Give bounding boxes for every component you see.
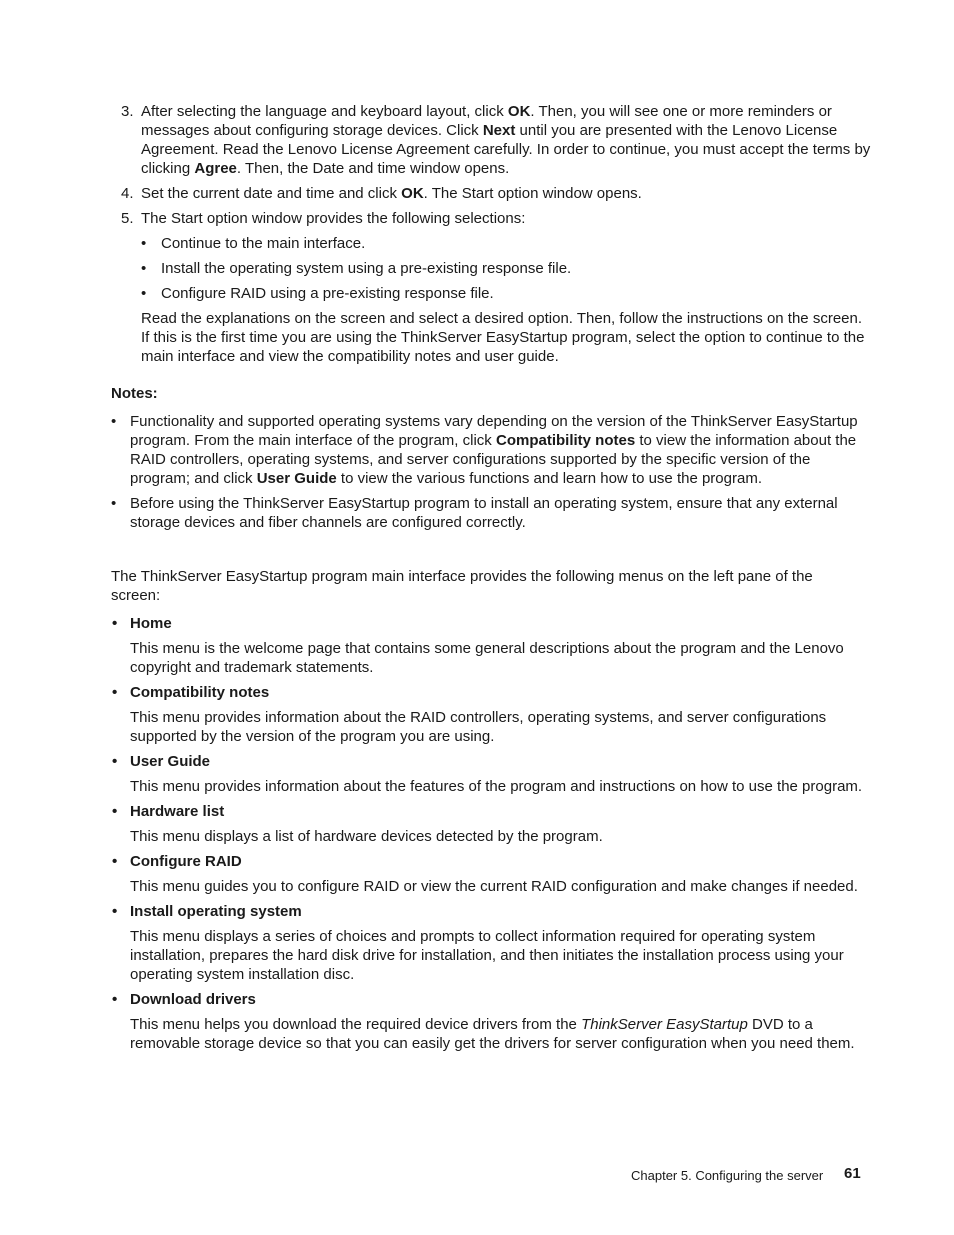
start-option-list [141,234,871,303]
bullet-icon: • [112,615,118,632]
bullet-icon: • [141,235,147,252]
bullet-icon: • [112,853,118,870]
menu-description: This menu displays a list of hardware devices detected by the program. [130,828,603,845]
list-item: • Before using the ThinkServer EasyStartup program to install an operating system, ensure that any external storage devices and fiber channels are configured correctly. [111,495,838,531]
list-item: • Configure RAID using a pre-existing response file. [141,285,494,302]
menu-description: This menu guides you to configure RAID or view the current RAID configuration and make changes if needed. [130,878,858,895]
menu-title: User Guide [130,753,211,770]
notes-list [111,412,871,538]
user-guide-label: User Guide [256,470,337,487]
menu-description: This menu helps you download the required device drivers from the ThinkServer EasyStartup DVD to a removable storage device so that you can easily get the drivers for server configuration when you need them. [130,1016,855,1052]
step-text: Set the current date and time and click OK. The Start option window opens. [141,185,642,202]
menu-title: Configure RAID [130,853,242,870]
menu-description: This menu is the welcome page that contains some general descriptions about the program and the Lenovo copyright and trademark statements. [130,640,844,676]
page-number: 61 [844,1165,861,1182]
step-5 [111,209,871,366]
bullet-icon: • [112,903,118,920]
menu-item-home [111,614,871,677]
list-item: • Functionality and supported operating systems vary depending on the version of the ThinkServer EasyStartup program. From the main interface of the program, click Compatibility notes to view the information about the RAID controllers, operating systems, and server configurations supported by the specific version of the program; and click User Guide to view the various functions and learn how to use the program. [111,413,858,487]
menu-item-install-operating-system [111,902,871,984]
menu-description: This menu displays a series of choices and prompts to collect information required for operating system installation, prepares the hard disk drive for installation, and then initiates the installation process using your operating system installation disc. [130,928,844,983]
agree-label: Agree [194,160,237,177]
menu-title: Install operating system [130,903,302,920]
bullet-icon: • [112,684,118,701]
menu-title: Hardware list [130,803,225,820]
list-item: • Install the operating system using a pre-existing response file. [141,260,572,277]
menu-item-download-drivers [111,990,871,1053]
menu-item-configure-raid [111,852,871,896]
step-3 [111,102,871,178]
menu-list [111,614,871,1059]
bullet-icon: • [112,753,118,770]
next-label: Next [482,122,516,139]
compatibility-notes-label: Compatibility notes [495,432,636,449]
list-item: • Continue to the main interface. [141,235,366,252]
menu-item-hardware-list [111,802,871,846]
bullet-icon: • [111,413,117,430]
step-text: The Start option window provides the following selections: [141,210,526,227]
chapter-title: Chapter 5. Configuring the server [631,1168,824,1183]
step-text: After selecting the language and keyboard layout, click OK. Then, you will see one or more reminders or messages about configuring storage devices. Click Next until you are presented with the Lenovo License Agreement. Read the Lenovo License Agreement carefully. In order to continue, you must accept the terms by clicking Agree. Then, the Date and time window opens. [141,103,871,177]
procedure-steps [111,102,871,372]
bullet-icon: • [112,803,118,820]
step-number: 4. [121,185,134,202]
menu-item-compatibility-notes [111,683,871,746]
menus-intro: The ThinkServer EasyStartup program main interface provides the following menus on the left pane of the screen: [111,568,813,604]
step-number: 5. [121,210,134,227]
bullet-icon: • [111,495,117,512]
bullet-icon: • [141,260,147,277]
menu-title: Compatibility notes [130,684,270,701]
step-followup-text: Read the explanations on the screen and select a desired option. Then, follow the instructions on the screen. If this is the first time you are using the ThinkServer EasyStartup program, select the option to continue to the main interface and view the compatibility notes and user guide. [141,310,865,365]
bullet-icon: • [112,991,118,1008]
bullet-icon: • [141,285,147,302]
notes-heading: Notes: [111,385,158,402]
step-4 [111,184,871,203]
ok-label: OK [401,185,424,202]
menu-description: This menu provides information about the RAID controllers, operating systems, and server configurations supported by the version of the program you are using. [130,709,827,745]
menu-description: This menu provides information about the features of the program and instructions on how to use the program. [130,778,863,795]
menu-item-user-guide [111,752,871,796]
menu-title: Home [130,615,172,632]
step-number: 3. [121,103,134,120]
menu-title: Download drivers [130,991,256,1008]
ok-label: OK [507,103,531,120]
product-name: ThinkServer EasyStartup [581,1016,748,1033]
